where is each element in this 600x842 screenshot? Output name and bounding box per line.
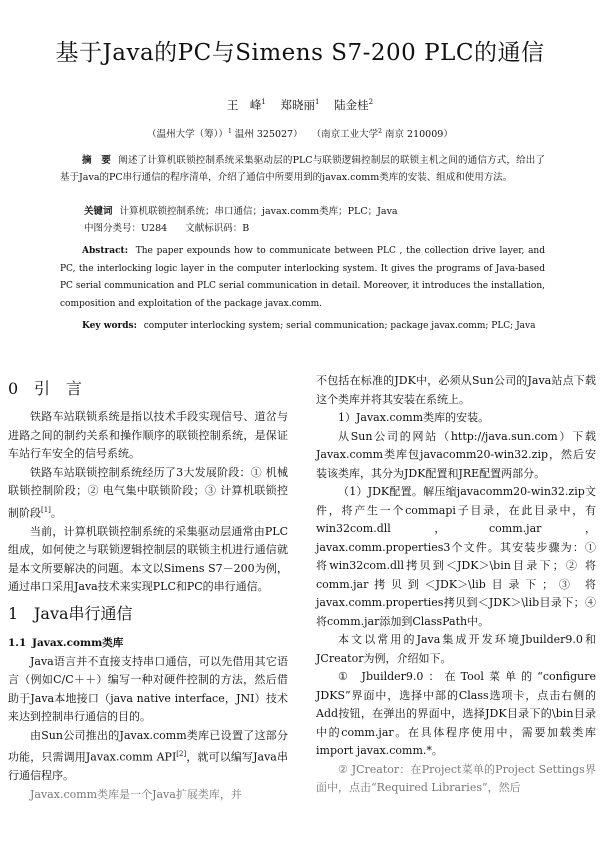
paragraph: 当前，计算机联锁控制系统的采集驱动层通常由PLC组成，如何使之与联锁逻辑控制层的联锁主机进行通信就是本文所要解决的问题。本文以Simens S7－200为例，通过串口采用Java技术来实现PLC和PC的串行通信。 (8, 524, 288, 594)
affiliation-mark: 2 (378, 127, 382, 135)
right-column (316, 372, 596, 798)
affiliation-city: 南京 210009） (385, 129, 453, 140)
clc-code: U284 (141, 223, 168, 234)
abstract-en-text: The paper expounds how to communicate between PLC , the collection drive layer, and PC, the interlocking logic layer in the computer interlocking system. It gives the programs of Java-based PC serial communication and PLC serial communication in detail. Moreover, it introduces the installation, composition and exploitation of the package javax.comm. (60, 246, 545, 309)
affiliation-institution: （温州大学（筹）） (147, 129, 228, 140)
citation-ref: [1] (41, 505, 51, 514)
author-name: 王 峰 (226, 98, 262, 112)
abstract-cn-label: 摘 要 (82, 155, 112, 166)
author-line (0, 97, 600, 113)
paragraph-text: 铁路车站联锁控制系统经历了3大发展阶段：① 机械联锁控制阶段；② 电气集中联锁阶段；③ 计算机联锁控制阶段 (8, 465, 288, 520)
author-affil-mark: 1 (315, 98, 320, 107)
classification-line (84, 220, 545, 237)
author-name: 陆金桂 (334, 98, 369, 112)
section-title: 引 言 (34, 379, 83, 398)
section-title: Java串行通信 (34, 603, 133, 623)
paragraph-cut: Javax.comm类库是一个Java扩展类库，并 (30, 787, 242, 801)
section-heading-intro (8, 374, 288, 404)
paragraph: 从Sun公司的网站（http://java.sun.com）下载Javax.comm类库包javacomm20-win32.zip，然后安装该类库，其分为JDK配置和JRE配置两部分。 (316, 429, 596, 480)
doc-code-label: 文献标识码： (185, 223, 243, 234)
abstract-en-label: Abstract: (82, 246, 129, 256)
affiliation-institution: （南京工业大学 (311, 129, 379, 140)
paragraph: ① Jbuilder9.0：在Tool菜单的“configure JDKS”界面中，选择中部的Class选项卡，点击右侧的Add按钮，在弹出的界面中，选择JDK目录下的\bin目录中的comm.jar。在具体程序使用中，需要加载类库import javax.comm.*。 (316, 670, 596, 757)
paper-title: 基于Java的PC与Simens S7-200 PLC的通信 (55, 40, 545, 66)
paragraph: Java语言并不直接支持串口通信，可以先借用其它语言（例如C/C＋＋）编写一种对硬件控制的方法，然后借助于Java本地接口（java native interface，JNI）技术来达到控制串行通信的目的。 (8, 654, 288, 724)
section-number: 0 (8, 379, 19, 398)
keywords-en-text: computer interlocking system; serial communication; package javax.comm; PLC; Java (143, 321, 536, 331)
subsection-number: 1.1 (8, 636, 27, 649)
paragraph (8, 464, 288, 523)
subsection-title: Javax.comm类库 (32, 636, 124, 649)
doc-code: B (242, 223, 250, 234)
left-column (8, 372, 288, 804)
paragraph: 不包括在标准的JDK中，必须从Sun公司的Java站点下载这个类库并将其安装在系统上。 (316, 374, 596, 406)
author-affil-mark: 1 (261, 98, 266, 107)
subsection-heading (8, 633, 288, 653)
keywords-cn-label: 关键词 (84, 206, 113, 217)
keywords-en-label: Key words: (82, 321, 137, 331)
author-name: 郑晓丽 (280, 98, 316, 112)
paragraph-cut: ② JCreator：在Project菜单的Project Settings界面中，点击“Required Libraries”，然后 (316, 762, 596, 794)
paragraph-text: 由Sun公司推出的Javax.comm类库已设置了这部分功能，只需调用Javax.comm API (8, 728, 288, 764)
citation-ref: [2] (176, 750, 187, 759)
paragraph (8, 727, 288, 786)
paragraph-text: ，就可以编写Java串行通信程序。 (8, 750, 288, 783)
affiliation-city: 温州 325027） (234, 129, 303, 140)
affiliation-line (0, 126, 600, 140)
abstract-cn-text: 阐述了计算机联锁控制系统采集驱动层的PLC与联锁逻辑控制层的联锁主机之间的通信方式，给出了基于Java的PC串行通信的程序清单，介绍了通信中所要用到的javax.comm类库的安装、组成和使用方法。 (60, 155, 545, 183)
paragraph: 铁路车站联锁系统是指以技术手段实现信号、道岔与进路之间的制约关系和操作顺序的联锁控制系统，是保证车站行车安全的信号系统。 (8, 410, 288, 460)
clc-label: 中图分类号： (84, 223, 142, 234)
keywords-cn (84, 203, 545, 220)
abstract-cn (60, 152, 545, 186)
keywords-cn-text: 计算机联锁控制系统；串口通信；javax.comm类库；PLC；Java (119, 206, 398, 217)
paragraph: 1）Javax.comm类库的安装。 (338, 411, 490, 424)
keywords-en (60, 318, 545, 336)
section-heading-java (8, 599, 288, 629)
paragraph-text: 。 (50, 506, 62, 520)
section-number: 1 (8, 603, 19, 623)
affiliation-mark: 1 (227, 127, 232, 135)
paragraph: （1）JDK配置。解压缩javacomm20-win32.zip文件，将产生一个commapi子目录，在此目录中，有win32com.dll，comm.jar，javax.comm.properties3个文件。其安装步骤为：① 将win32com.dll拷贝到＜JDK＞\bin目录下；② 将comm.jar拷贝到＜JDK＞\lib目录下；③ 将javax.comm.properties拷贝到＜JDK＞\lib目录下；④ 将comm.jar添加到ClassPath中。 (316, 485, 596, 628)
author-affil-mark: 2 (368, 98, 374, 107)
paragraph: 本文以常用的Java集成开发环境Jbuilder9.0和JCreator为例，介绍如下。 (316, 633, 596, 665)
abstract-en (60, 243, 545, 313)
